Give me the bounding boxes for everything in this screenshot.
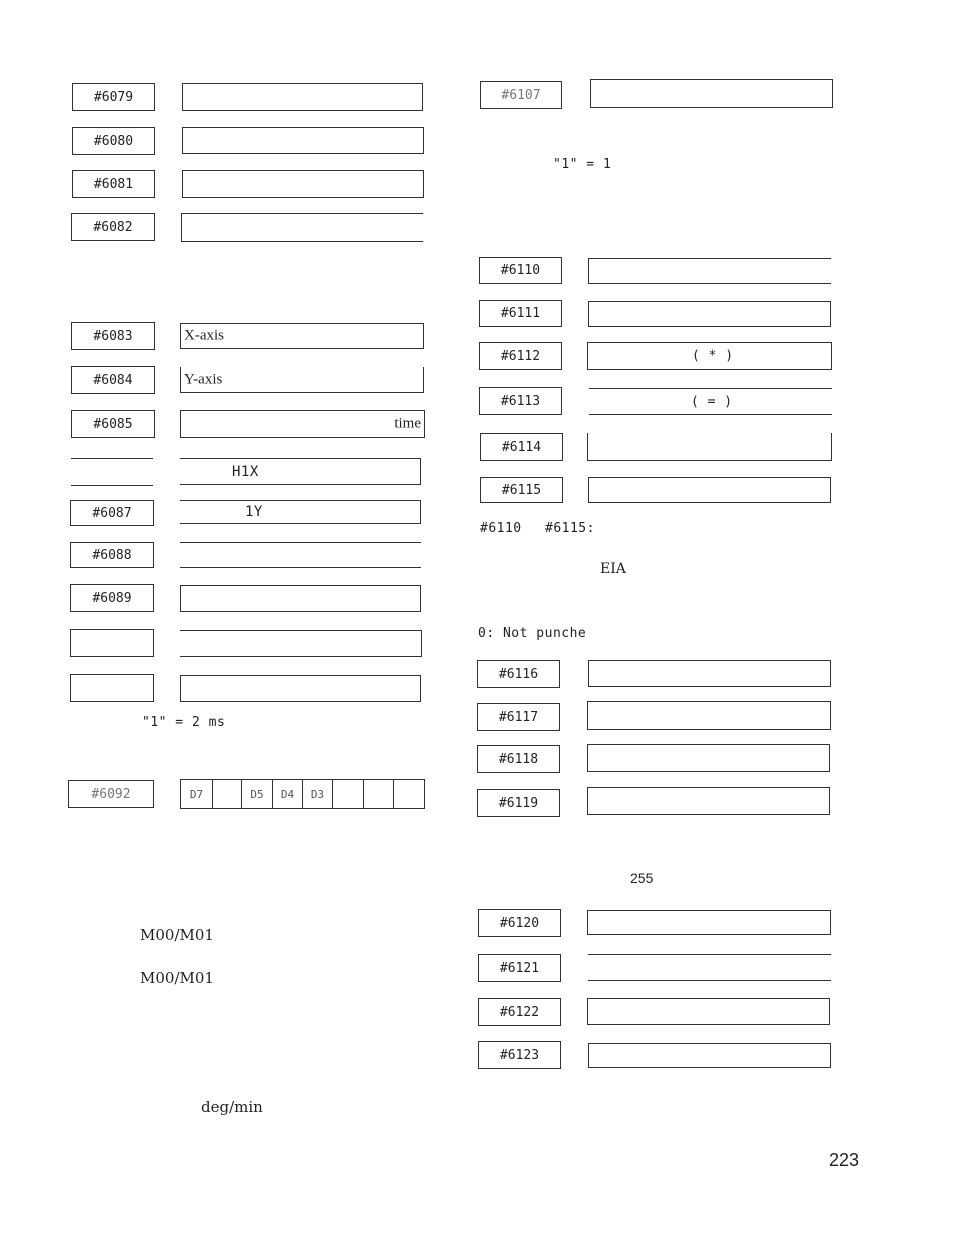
note-m00-m01-a: M00/M01 xyxy=(140,926,214,944)
field-text-1y: 1Y xyxy=(245,504,263,520)
param-label-6081: #6081 xyxy=(72,170,155,198)
param-field-6112 xyxy=(587,342,832,370)
param-label-6118: #6118 xyxy=(477,745,560,773)
param-field-6122 xyxy=(587,998,830,1025)
field-text-asterisk: ( * ) xyxy=(692,348,734,364)
param-field-6113 xyxy=(589,388,832,415)
param-field-6088 xyxy=(180,542,421,568)
param-field-6079 xyxy=(182,83,423,111)
param-field-6110 xyxy=(588,258,831,284)
field-text-time: time xyxy=(394,415,421,432)
param-label-6116: #6116 xyxy=(477,660,560,688)
range-note-end: #6115: xyxy=(545,521,595,536)
bit-cell-d2 xyxy=(333,780,364,808)
param-field-6121 xyxy=(588,954,831,981)
param-field-6086 xyxy=(180,458,421,485)
param-field-6091 xyxy=(180,675,421,702)
param-field-6080 xyxy=(182,127,424,154)
param-field-6116 xyxy=(588,660,831,687)
param-label-6111: #6111 xyxy=(479,300,562,327)
param-field-6123 xyxy=(588,1043,831,1068)
param-label-6123: #6123 xyxy=(478,1041,561,1069)
range-note-start: #6110 xyxy=(480,521,522,536)
param-label-6114: #6114 xyxy=(480,433,563,461)
param-field-6119 xyxy=(587,787,830,815)
note-eia: EIA xyxy=(600,561,626,577)
param-field-6115 xyxy=(588,477,831,503)
unit-note-2ms: "1" = 2 ms xyxy=(142,715,226,730)
param-label-6121: #6121 xyxy=(478,954,561,982)
param-field-6085 xyxy=(180,410,425,438)
field-text-equals: ( = ) xyxy=(691,394,733,409)
param-label-6122: #6122 xyxy=(478,998,561,1026)
param-field-6114 xyxy=(587,433,832,461)
field-text-x-axis: X-axis xyxy=(184,327,224,344)
param-label-6112: #6112 xyxy=(479,342,562,370)
bit-cell-d1 xyxy=(364,780,394,808)
param-label-6086-top xyxy=(71,458,153,459)
param-label-6113: #6113 xyxy=(479,387,562,415)
bit-cell-d3: D3 xyxy=(303,780,333,808)
bit-cell-d4: D4 xyxy=(273,780,303,808)
param-label-6090 xyxy=(70,629,154,657)
param-field-6120 xyxy=(587,910,831,935)
bit-cell-d5: D5 xyxy=(242,780,273,808)
param-label-6120: #6120 xyxy=(478,909,561,937)
param-field-6089 xyxy=(180,585,421,612)
bit-cell-d6 xyxy=(213,780,242,808)
field-text-y-axis: Y-axis xyxy=(184,371,223,387)
param-label-6080: #6080 xyxy=(72,127,155,155)
note-m00-m01-b: M00/M01 xyxy=(140,969,214,987)
param-label-6087: #6087 xyxy=(70,500,154,526)
param-label-6091 xyxy=(70,674,154,702)
param-label-6119: #6119 xyxy=(477,789,560,817)
param-label-6092: #6092 xyxy=(68,780,154,808)
param-label-6115: #6115 xyxy=(480,477,563,503)
note-255: 255 xyxy=(630,870,654,886)
note-not-punched: 0: Not punche xyxy=(478,626,587,641)
param-label-6088: #6088 xyxy=(70,542,154,568)
param-field-6083 xyxy=(180,323,424,349)
param-field-6117 xyxy=(587,701,831,730)
param-label-6086-bottom xyxy=(71,485,153,486)
param-label-6083: #6083 xyxy=(71,322,155,350)
param-label-6085: #6085 xyxy=(71,410,155,438)
param-label-6089: #6089 xyxy=(70,584,154,612)
bit-field-6092 xyxy=(180,779,425,809)
param-label-6110: #6110 xyxy=(479,257,562,284)
param-label-6082: #6082 xyxy=(71,213,155,241)
unit-note-1: "1" = 1 xyxy=(553,157,612,172)
param-field-6118 xyxy=(587,744,830,772)
param-field-6081 xyxy=(182,170,424,198)
param-label-6079: #6079 xyxy=(72,83,155,111)
param-field-6111 xyxy=(588,301,831,327)
param-field-6090 xyxy=(180,630,422,657)
bit-cell-d7: D7 xyxy=(181,780,213,808)
param-field-6087 xyxy=(180,500,421,524)
param-label-6107: #6107 xyxy=(480,81,562,109)
field-text-h1x: H1X xyxy=(232,463,259,480)
bit-cell-d0 xyxy=(394,780,424,808)
page-number: 223 xyxy=(829,1150,860,1170)
param-field-6084 xyxy=(180,367,424,393)
param-field-6107 xyxy=(590,79,833,108)
param-label-6084: #6084 xyxy=(71,366,155,394)
note-deg-min: deg/min xyxy=(201,1098,263,1116)
param-field-6082 xyxy=(181,213,423,242)
param-label-6117: #6117 xyxy=(477,703,560,731)
